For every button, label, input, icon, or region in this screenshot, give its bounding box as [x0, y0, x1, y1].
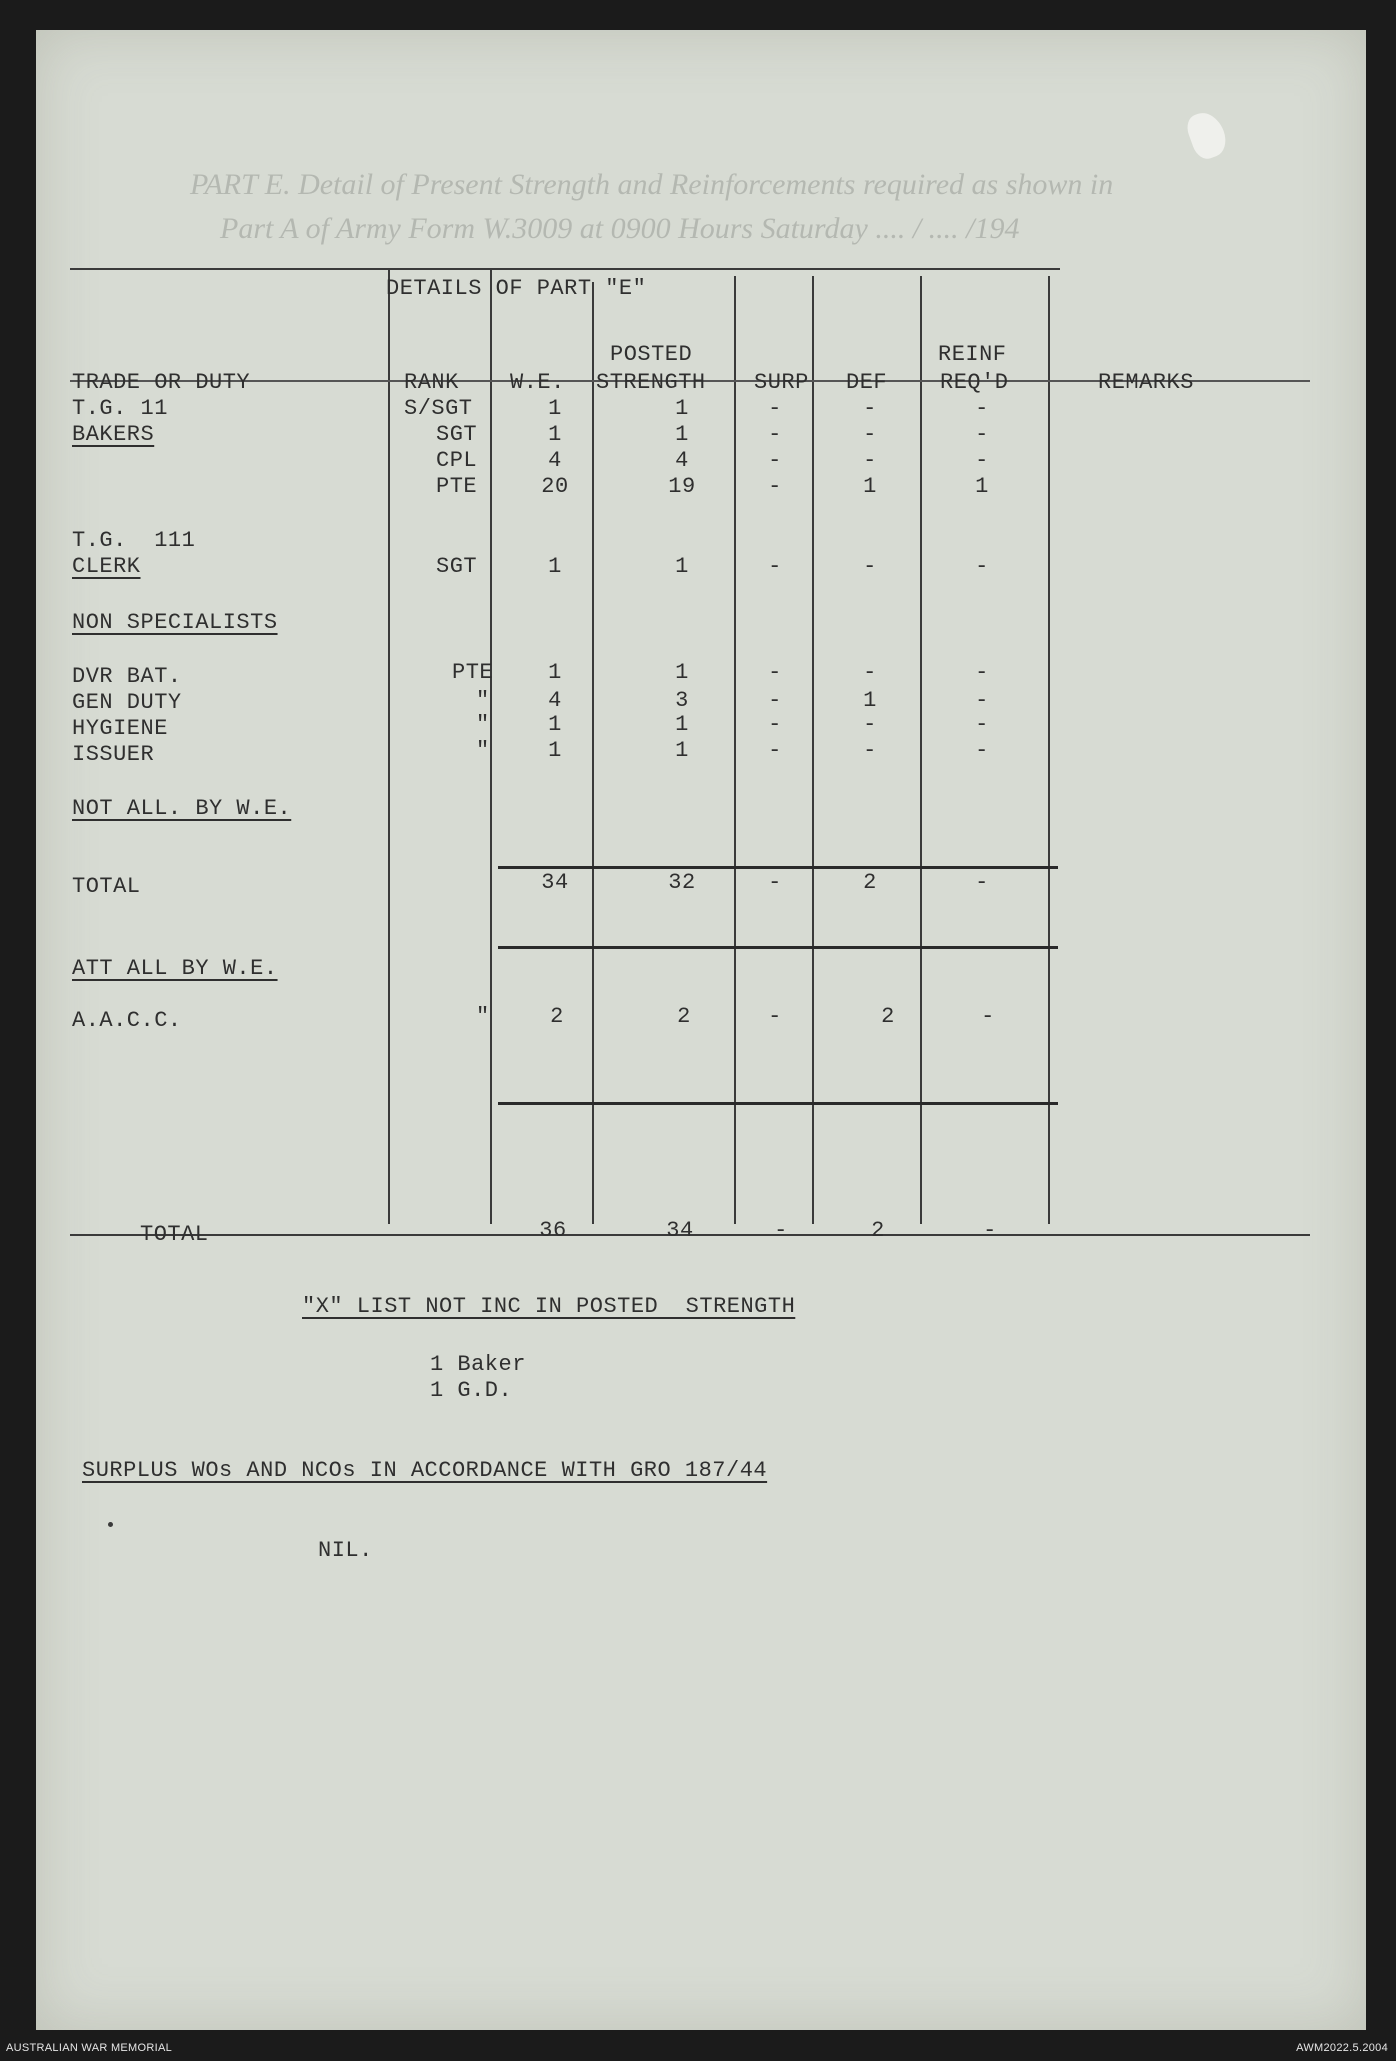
table-heading: DETAILS OF PART "E": [386, 276, 647, 301]
row-trade: GEN DUTY: [72, 690, 182, 715]
row-reinf: -: [975, 422, 989, 447]
row-posted: 1: [675, 396, 689, 421]
surplus-heading: SURPLUS WOs AND NCOs IN ACCORDANCE WITH GRO 187/44: [82, 1458, 768, 1483]
row-def: 1: [863, 474, 877, 499]
row-rank: ": [476, 1004, 490, 1029]
table-top-rule: [70, 268, 1060, 270]
row-we: 2: [550, 1004, 564, 1029]
row-we: 4: [548, 688, 562, 713]
row-we: 20: [541, 474, 569, 499]
row-we: 1: [548, 554, 562, 579]
document-page: [36, 30, 1366, 2030]
row-posted: 19: [668, 474, 696, 499]
x-list-item: 1 G.D.: [430, 1378, 513, 1403]
column-header-strength: STRENGTH: [596, 370, 706, 395]
row-def: -: [863, 554, 877, 579]
grand-total-def: 2: [871, 1218, 885, 1243]
row-def: -: [863, 738, 877, 763]
column-divider: [920, 276, 922, 1224]
x-list-heading: "X" LIST NOT INC IN POSTED STRENGTH: [302, 1294, 796, 1319]
total-we: 34: [541, 870, 569, 895]
row-surp: -: [768, 712, 782, 737]
row-surp: -: [768, 448, 782, 473]
row-posted: 1: [675, 422, 689, 447]
row-we: 4: [548, 448, 562, 473]
column-divider: [388, 268, 390, 1224]
row-rank: CPL: [436, 448, 478, 473]
grand-total-posted: 34: [666, 1218, 694, 1243]
row-posted: 1: [675, 660, 689, 685]
surplus-value: NIL.: [318, 1538, 373, 1563]
row-we: 1: [548, 712, 562, 737]
row-posted: 3: [675, 688, 689, 713]
total-rule-1: [498, 866, 1058, 869]
footer-reference: AWM2022.5.2004: [1296, 2042, 1388, 2054]
row-reinf: -: [975, 448, 989, 473]
column-header-def: DEF: [846, 370, 888, 395]
row-posted: 1: [675, 712, 689, 737]
column-header-posted: POSTED: [610, 342, 693, 367]
group-not-all: NOT ALL. BY W.E.: [72, 796, 292, 821]
row-trade: DVR BAT.: [72, 664, 182, 689]
row-posted: 2: [677, 1004, 691, 1029]
row-posted: 1: [675, 554, 689, 579]
grand-total-we: 36: [539, 1218, 567, 1243]
row-reinf: -: [975, 738, 989, 763]
row-posted: 1: [675, 738, 689, 763]
row-trade: HYGIENE: [72, 716, 168, 741]
row-reinf: -: [975, 712, 989, 737]
x-list-item: 1 Baker: [430, 1352, 526, 1377]
group-tg11: T.G. 11: [72, 396, 168, 421]
column-divider: [1048, 276, 1050, 1224]
total-rule-2: [498, 946, 1058, 949]
row-rank: SGT: [436, 554, 478, 579]
row-surp: -: [768, 1004, 782, 1029]
row-rank: SGT: [436, 422, 478, 447]
column-header-reinf: REINF: [938, 342, 1007, 367]
group-tg111: T.G. 111: [72, 528, 196, 553]
group-att-all: ATT ALL BY W.E.: [72, 956, 278, 981]
row-rank: ": [476, 712, 490, 737]
group-clerk: CLERK: [72, 554, 141, 579]
row-rank: PTE: [436, 474, 478, 499]
total-rule-3: [498, 1102, 1058, 1105]
row-reinf: 1: [975, 474, 989, 499]
row-we: 1: [548, 422, 562, 447]
column-divider: [592, 282, 594, 1224]
row-surp: -: [768, 688, 782, 713]
row-rank: ": [476, 688, 490, 713]
ghost-line-1: PART E. Detail of Present Strength and Reinforcements required as shown in: [190, 168, 1114, 201]
row-surp: -: [768, 660, 782, 685]
row-reinf: -: [981, 1004, 995, 1029]
grand-total-surp: -: [774, 1218, 788, 1243]
row-def: -: [863, 712, 877, 737]
row-def: -: [863, 396, 877, 421]
group-bakers: BAKERS: [72, 422, 155, 447]
footer-source: AUSTRALIAN WAR MEMORIAL: [6, 2042, 173, 2054]
column-divider: [734, 276, 736, 1224]
row-def: -: [863, 422, 877, 447]
group-non-specialists: NON SPECIALISTS: [72, 610, 278, 635]
column-divider: [490, 268, 492, 1224]
column-header-remarks: REMARKS: [1098, 370, 1194, 395]
total-reinf: -: [975, 870, 989, 895]
row-surp: -: [768, 738, 782, 763]
column-header-trade: TRADE OR DUTY: [72, 370, 251, 395]
row-surp: -: [768, 422, 782, 447]
row-rank: S/SGT: [404, 396, 473, 421]
ink-dot: [108, 1522, 113, 1527]
total-posted: 32: [668, 870, 696, 895]
row-we: 1: [548, 396, 562, 421]
row-reinf: -: [975, 396, 989, 421]
total-label: TOTAL: [72, 874, 141, 899]
row-reinf: -: [975, 660, 989, 685]
total-surp: -: [768, 870, 782, 895]
grand-total-label: TOTAL: [140, 1222, 209, 1247]
row-we: 1: [548, 738, 562, 763]
row-def: -: [863, 448, 877, 473]
row-trade: A.A.C.C.: [72, 1008, 182, 1033]
column-header-we: W.E.: [510, 370, 565, 395]
row-posted: 4: [675, 448, 689, 473]
row-reinf: -: [975, 554, 989, 579]
column-header-rank: RANK: [404, 370, 459, 395]
column-divider: [812, 276, 814, 1224]
row-rank: ": [476, 738, 490, 763]
ghost-line-2: Part A of Army Form W.3009 at 0900 Hours Saturday .... / .... /194: [220, 212, 1020, 245]
row-surp: -: [768, 474, 782, 499]
row-surp: -: [768, 554, 782, 579]
column-header-surp: SURP: [754, 370, 809, 395]
row-rank: PTE: [452, 660, 494, 685]
column-header-reqd: REQ'D: [940, 370, 1009, 395]
row-trade: ISSUER: [72, 742, 155, 767]
total-def: 2: [863, 870, 877, 895]
row-we: 1: [548, 660, 562, 685]
row-def: 1: [863, 688, 877, 713]
grand-total-reinf: -: [983, 1218, 997, 1243]
row-reinf: -: [975, 688, 989, 713]
row-def: -: [863, 660, 877, 685]
row-def: 2: [881, 1004, 895, 1029]
row-surp: -: [768, 396, 782, 421]
